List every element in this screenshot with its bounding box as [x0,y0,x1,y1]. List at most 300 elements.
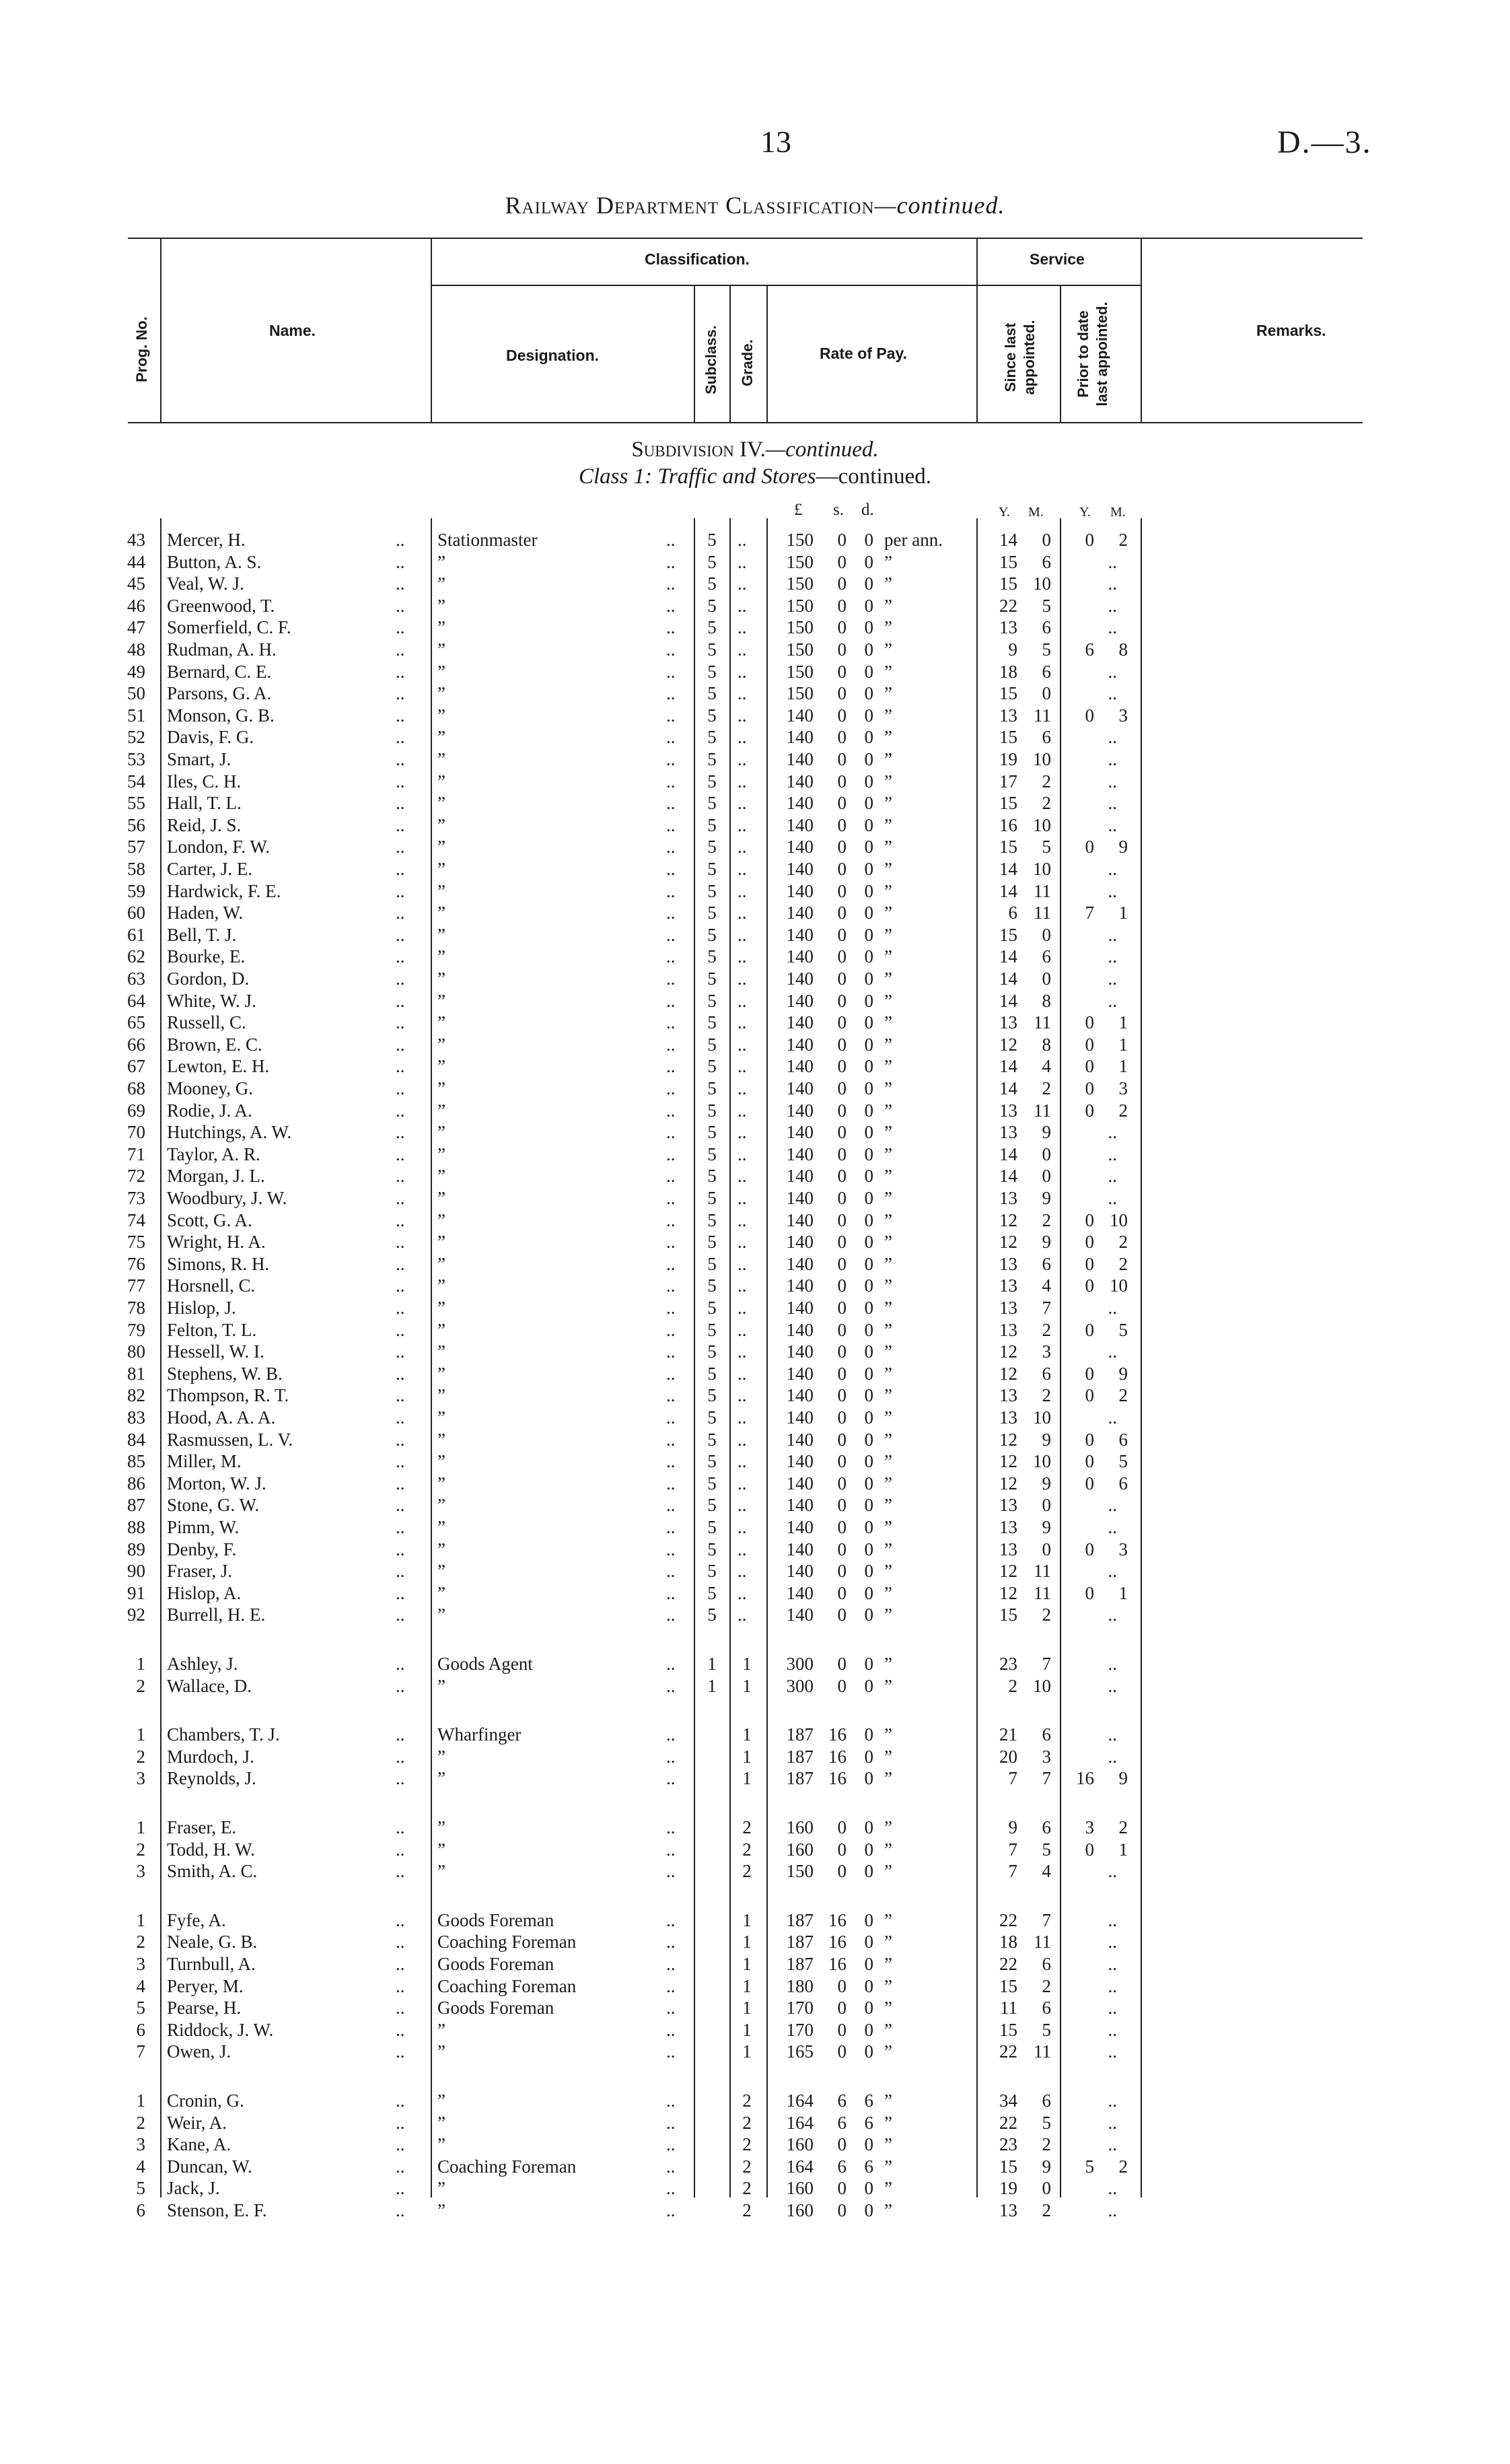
leader-dots: .. [666,1341,676,1362]
employee-name: Woodbury, J. W. [167,1188,287,1208]
since-months: 2 [1042,1209,1051,1230]
pay-shillings: 0 [837,814,847,835]
employee-name: Murdoch, J. [167,1746,254,1767]
pay-pounds: 180 [786,1975,814,1996]
leader-dots: .. [738,1232,747,1253]
pay-pence: 0 [864,1839,873,1860]
prog-no: 2 [136,2112,145,2133]
leader-dots: .. [666,1495,676,1516]
employee-name: Lewton, E. H. [167,1056,270,1077]
table-row [0,1429,1510,1450]
designation: ” [437,1100,445,1121]
pay-pounds: 140 [786,705,814,726]
since-months: 0 [1042,924,1051,945]
pay-period: ” [884,1122,892,1143]
pay-pounds: 170 [786,1998,814,2018]
table-row [0,1253,1510,1275]
leader-dots: .. [738,903,747,923]
employee-name: Rasmussen, L. V. [167,1429,293,1450]
leader-dots: .. [396,793,405,814]
since-years: 12 [999,1561,1017,1582]
table-row [0,1209,1510,1231]
table-row [0,946,1510,967]
pay-shillings: 16 [828,1768,847,1789]
pay-shillings: 0 [837,880,847,901]
leader-dots: .. [396,859,405,879]
since-months: 0 [1042,530,1051,550]
leader-dots: .. [1108,1143,1117,1164]
leader-dots: .. [396,1319,405,1340]
leader-dots: .. [396,1188,405,1208]
employee-name: Horsnell, C. [167,1275,256,1296]
table-row [0,1187,1510,1209]
grade: 1 [742,1909,752,1930]
leader-dots: .. [396,946,405,967]
leader-dots: .. [1108,1122,1117,1143]
pay-pounds: 300 [786,1654,814,1674]
pay-pounds: 140 [786,1100,814,1121]
grade: 2 [742,1839,752,1860]
leader-dots: .. [396,1839,405,1860]
pay-shillings: 16 [828,1932,847,1952]
pay-shillings: 0 [837,1298,847,1318]
leader-dots: .. [738,771,747,791]
leader-dots: .. [396,573,405,594]
leader-dots: .. [738,1166,747,1187]
since-months: 7 [1042,1654,1051,1674]
prog-no: 59 [127,880,145,901]
since-years: 13 [999,2200,1017,2220]
designation: ” [437,1209,445,1230]
leader-dots: .. [396,1675,405,1696]
leader-dots: .. [1108,1675,1117,1696]
header-classification: Classification. [645,250,750,268]
prog-no: 4 [136,2156,145,2177]
prog-no: 73 [127,1188,145,1208]
pay-pounds: 150 [786,573,814,594]
prog-no: 78 [127,1298,145,1318]
pay-shillings: 6 [837,2156,847,2177]
since-years: 13 [999,1495,1017,1516]
since-years: 13 [999,1100,1017,1121]
leader-dots: .. [738,661,747,682]
employee-name: Carter, J. E. [167,859,253,879]
prior-years: 0 [1085,1078,1094,1098]
leader-dots: .. [396,2041,405,2062]
leader-dots: .. [738,639,747,660]
leader-dots: .. [666,2134,676,2155]
grade: 2 [742,1861,752,1882]
leader-dots: .. [666,1407,676,1428]
subclass: 5 [707,990,717,1011]
since-months: 6 [1042,1253,1051,1274]
designation: Wharfinger [437,1724,522,1745]
pay-pence: 0 [864,1746,873,1767]
leader-dots: .. [396,749,405,769]
class-stores: Stores [761,464,816,489]
prior-months: 2 [1118,530,1128,550]
subclass: 5 [707,1495,717,1516]
pay-shillings: 0 [837,1275,847,1296]
prog-no: 47 [127,617,145,638]
pay-period: ” [884,1954,892,1974]
pay-period: ” [884,1078,892,1098]
table-row [0,814,1510,836]
header-remarks: Remarks. [1256,322,1326,339]
pay-period: ” [884,1724,892,1745]
designation: Goods Agent [437,1654,533,1674]
prog-no: 70 [127,1122,145,1143]
leader-dots: .. [396,1861,405,1882]
subclass: 5 [707,661,717,682]
employee-name: Owen, J. [167,2041,231,2062]
leader-dots: .. [1108,2041,1117,2062]
leader-dots: .. [666,1319,676,1340]
since-years: 14 [999,530,1017,550]
since-years: 15 [999,793,1017,814]
since-months: 5 [1042,1839,1051,1860]
subclass: 5 [707,1451,717,1472]
pay-pence: 0 [864,1582,873,1603]
pay-pence: 0 [864,2200,873,2220]
leader-dots: .. [1108,1517,1117,1537]
pay-pounds: 170 [786,2019,814,2040]
prior-years: 0 [1085,1451,1094,1472]
pay-period: ” [884,573,892,594]
leader-dots: .. [666,1429,676,1450]
leader-dots: .. [666,1166,676,1187]
designation: ” [437,1561,445,1582]
designation: ” [437,1143,445,1164]
pay-pence: 0 [864,1473,873,1493]
leader-dots: .. [1108,1998,1117,2018]
table-row [0,1909,1510,1931]
employee-name: Pimm, W. [167,1517,240,1537]
subdivision-number: IV. [740,437,766,462]
prog-no: 76 [127,1253,145,1274]
leader-dots: .. [666,1954,676,1974]
leader-dots: .. [396,1166,405,1187]
pay-period: ” [884,1166,892,1187]
prog-no: 1 [136,1909,145,1930]
prior-months: 5 [1118,1319,1128,1340]
pay-pence: 0 [864,661,873,682]
prior-months: 1 [1118,1056,1128,1077]
leader-dots: .. [666,1363,676,1384]
prog-no: 58 [127,859,145,879]
leader-dots: .. [666,661,676,682]
prog-no: 91 [127,1582,145,1603]
leader-dots: .. [396,1298,405,1318]
leader-dots: .. [396,1451,405,1472]
leader-dots: .. [738,617,747,638]
pay-pence: 0 [864,1166,873,1187]
leader-dots: .. [1108,880,1117,901]
leader-dots: .. [1108,617,1117,638]
since-years: 6 [1008,903,1017,923]
pay-period: ” [884,2090,892,2111]
leader-dots: .. [738,727,747,748]
prog-no: 88 [127,1517,145,1537]
pay-period: ” [884,1341,892,1362]
table-row [0,771,1510,792]
prog-no: 75 [127,1232,145,1253]
unit-years-since: Y. [999,505,1010,520]
pay-shillings: 16 [828,1746,847,1767]
leader-dots: .. [396,1817,405,1837]
since-years: 7 [1008,1861,1017,1882]
leader-dots: .. [396,1012,405,1033]
pay-shillings: 6 [837,2090,847,2111]
prior-years: 0 [1085,1319,1094,1340]
pay-shillings: 0 [837,1034,847,1055]
pay-shillings: 0 [837,1654,847,1674]
pay-period: ” [884,1998,892,2018]
designation: ” [437,1385,445,1406]
prior-months: 10 [1110,1209,1128,1230]
subclass: 5 [707,1539,717,1559]
leader-dots: .. [666,2019,676,2040]
pay-pence: 0 [864,990,873,1011]
prior-months: 3 [1118,1078,1128,1098]
pay-pence: 0 [864,683,873,704]
prog-no: 5 [136,2178,145,2199]
prior-months: 10 [1110,1275,1128,1296]
employee-name: Fraser, J. [167,1561,233,1582]
leader-dots: .. [738,1517,747,1537]
employee-name: Fraser, E. [167,1817,237,1837]
header-prog-no: Prog. No. [133,316,150,382]
employee-name: Rudman, A. H. [167,639,277,660]
table-row [0,968,1510,989]
prog-no: 81 [127,1363,145,1384]
pay-shillings: 0 [837,2200,847,2220]
pay-shillings: 0 [837,924,847,945]
leader-dots: .. [666,903,676,923]
leader-dots: .. [396,1654,405,1674]
leader-dots: .. [666,1561,676,1582]
leader-dots: .. [1108,595,1117,616]
leader-dots: .. [666,2041,676,2062]
table-row [0,2090,1510,2111]
prior-years: 0 [1085,1253,1094,1274]
leader-dots: .. [396,880,405,901]
pay-pounds: 140 [786,1166,814,1187]
leader-dots: .. [396,1385,405,1406]
since-years: 15 [999,1975,1017,1996]
prog-no: 1 [136,1817,145,1837]
designation: ” [437,1451,445,1472]
since-months: 11 [1034,2041,1051,2062]
leader-dots: .. [666,1909,676,1930]
grade: 2 [742,2200,752,2220]
leader-dots: .. [1108,793,1117,814]
pay-period: ” [884,727,892,748]
pay-shillings: 0 [837,1839,847,1860]
prog-no: 53 [127,749,145,769]
table-row [0,1494,1510,1516]
since-months: 6 [1042,946,1051,967]
leader-dots: .. [738,1298,747,1318]
pay-period: per ann. [884,530,943,550]
employee-name: Denby, F. [167,1539,237,1559]
prog-no: 2 [136,1839,145,1860]
prog-no: 3 [136,1861,145,1882]
pay-pounds: 150 [786,661,814,682]
header-name: Name. [269,322,316,339]
employee-name: Bourke, E. [167,946,246,967]
table-row [0,595,1510,617]
pay-pounds: 160 [786,2178,814,2199]
employee-name: Weir, A. [167,2112,227,2133]
prog-no: 1 [136,1724,145,1745]
pay-pounds: 140 [786,1539,814,1559]
pay-pence: 0 [864,924,873,945]
pay-period: ” [884,1143,892,1164]
prog-no: 50 [127,683,145,704]
prog-no: 90 [127,1561,145,1582]
leader-dots: .. [666,1675,676,1696]
pay-period: ” [884,1746,892,1767]
table-row [0,792,1510,814]
prog-no: 65 [127,1012,145,1033]
employee-name: Hall, T. L. [167,793,242,814]
grade: 1 [742,1954,752,1974]
leader-dots: .. [666,1232,676,1253]
prior-months: 2 [1118,1100,1128,1121]
prior-years: 16 [1076,1768,1094,1789]
class-suffix: —continued. [816,464,932,489]
pay-shillings: 0 [837,771,847,791]
leader-dots: .. [396,1975,405,1996]
pay-shillings: 0 [837,1385,847,1406]
pay-pounds: 140 [786,946,814,967]
leader-dots: .. [396,1056,405,1077]
pay-period: ” [884,1012,892,1033]
designation: Coaching Foreman [437,2156,577,2177]
employee-name: Turnbull, A. [167,1954,256,1974]
pay-shillings: 0 [837,1012,847,1033]
pay-pounds: 140 [786,1385,814,1406]
since-months: 5 [1042,595,1051,616]
pay-pence: 0 [864,727,873,748]
prog-no: 43 [127,530,145,550]
table-row [0,1746,1510,1767]
prog-no: 66 [127,1034,145,1055]
pay-pence: 0 [864,1495,873,1516]
subclass: 5 [707,683,717,704]
pay-pence: 0 [864,1724,873,1745]
pay-pounds: 160 [786,1839,814,1860]
leader-dots: .. [738,1495,747,1516]
since-years: 34 [999,2090,1017,2111]
leader-dots: .. [1108,573,1117,594]
pay-pounds: 160 [786,2200,814,2220]
pay-shillings: 0 [837,1100,847,1121]
pay-shillings: 0 [837,1407,847,1428]
header-since-last-text: Since last appointed. [1002,320,1038,395]
designation: ” [437,1429,445,1450]
leader-dots: .. [1108,551,1117,572]
designation: Stationmaster [437,530,538,550]
pay-shillings: 0 [837,749,847,769]
prior-years: 0 [1085,1034,1094,1055]
grade: 2 [742,1817,752,1837]
table-row [0,1817,1510,1838]
pay-pence: 0 [864,771,873,791]
subclass: 5 [707,1188,717,1208]
pay-shillings: 0 [837,1561,847,1582]
header-subclass: Subclass. [703,325,719,394]
prog-no: 71 [127,1143,145,1164]
pay-pence: 0 [864,1056,873,1077]
grade: 1 [742,1998,752,2018]
header-designation: Designation. [506,347,600,364]
prog-no: 52 [127,727,145,748]
prior-years: 0 [1085,1012,1094,1033]
subclass: 5 [707,551,717,572]
leader-dots: .. [396,1495,405,1516]
employee-name: Morgan, J. L. [167,1166,265,1187]
prog-no: 6 [136,2019,145,2040]
pay-period: ” [884,1495,892,1516]
pay-pounds: 140 [786,1253,814,1274]
prior-years: 0 [1085,1429,1094,1450]
designation: ” [437,1582,445,1603]
employee-name: Mercer, H. [167,530,246,550]
subclass: 5 [707,1166,717,1187]
leader-dots: .. [396,1122,405,1143]
leader-dots: .. [666,1724,676,1745]
pay-period: ” [884,683,892,704]
leader-dots: .. [738,1275,747,1296]
prior-months: 9 [1118,837,1128,857]
grade: 2 [742,2156,752,2177]
table-row [0,1539,1510,1560]
leader-dots: .. [738,1429,747,1450]
since-months: 9 [1042,2156,1051,2177]
leader-dots: .. [396,1341,405,1362]
since-years: 14 [999,946,1017,967]
pay-period: ” [884,617,892,638]
table-row [0,1767,1510,1789]
designation: ” [437,1298,445,1318]
pay-pounds: 140 [786,814,814,835]
pay-pence: 0 [864,1517,873,1537]
pay-shillings: 0 [837,1143,847,1164]
pay-period: ” [884,1429,892,1450]
prior-years: 0 [1085,1582,1094,1603]
employee-name: Hardwick, F. E. [167,880,281,901]
table-row [0,1653,1510,1675]
since-months: 9 [1042,1429,1051,1450]
designation: ” [437,1363,445,1384]
pay-period: ” [884,1932,892,1952]
leader-dots: .. [666,1275,676,1296]
employee-name: Mooney, G. [167,1078,253,1098]
since-months: 6 [1042,1724,1051,1745]
table-row [0,1341,1510,1362]
pay-pence: 0 [864,1100,873,1121]
since-months: 11 [1034,903,1051,923]
since-years: 12 [999,1473,1017,1493]
pay-pounds: 140 [786,1605,814,1625]
leader-dots: .. [738,1451,747,1472]
table-row [0,1231,1510,1253]
pay-pence: 0 [864,1998,873,2018]
leader-dots: .. [666,946,676,967]
since-months: 9 [1042,1517,1051,1537]
